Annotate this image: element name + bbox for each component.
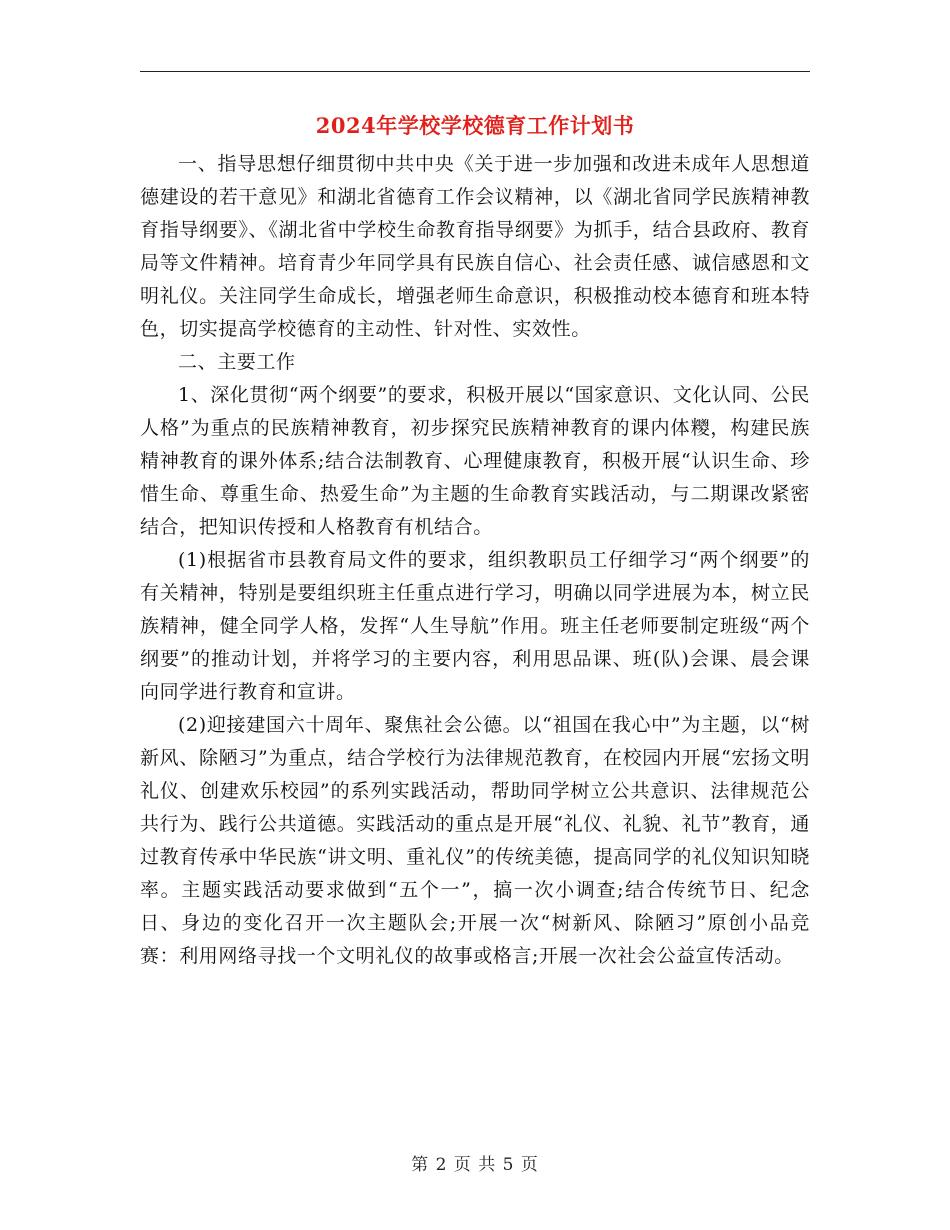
document-body bbox=[140, 148, 810, 973]
section-heading-main-work: 二、主要工作 bbox=[178, 351, 296, 373]
paragraph-subitem-1: (1)根据省市县教育局文件的要求，组织教职员工仔细学习“两个纲要”的有关精神，特别是要组织班主任重点进行学习，明确以同学进展为本，树立民族精神，健全同学人格，发挥“人生导航”作用。班主任老师要制定班级“两个纲要”的推动计划，并将学习的主要内容，利用思品课、班(队)会课、晨会课向同学进行教育和宣讲。 bbox=[140, 549, 810, 703]
document-title: 2024年学校学校德育工作计划书 bbox=[315, 113, 635, 138]
paragraph-guiding-ideology: 一、指导思想仔细贯彻中共中央《关于进一步加强和改进未成年人思想道德建设的若干意见》和湖北省德育工作会议精神，以《湖北省同学民族精神教育指导纲要》、《湖北省中学校生命教育指导纲要》为抓手，结合县政府、教育局等文件精神。培育青少年同学具有民族自信心、社会责任感、诚信感恩和文明礼仪。关注同学生命成长，增强老师生命意识，积极推动校本德育和班本特色，切实提高学校德育的主动性、针对性、实效性。 bbox=[140, 153, 810, 340]
paragraph-item-1: 1、深化贯彻“两个纲要”的要求，积极开展以“国家意识、文化认同、公民人格”为重点的民族精神教育，初步探究民族精神教育的课内体糭，构建民族精神教育的课外体系;结合法制教育、心理健康教育，积极开展“认识生命、珍惜生命、尊重生命、热爱生命”为主题的生命教育实践活动，与二期课改紧密结合，把知识传授和人格教育有机结合。 bbox=[140, 384, 810, 538]
paragraph-subitem-2: (2)迎接建国六十周年、聚焦社会公德。以“祖国在我心中”为主题，以“树新风、除陋习”为重点，结合学校行为法律规范教育，在校园内开展“宏扬文明礼仪、创建欢乐校园”的系列实践活动，帮助同学树立公共意识、法律规范公共行为、践行公共道德。实践活动的重点是开展“礼仪、礼貌、礼节”教育，通过教育传承中华民族“讲文明、重礼仪”的传统美德，提高同学的礼仪知识知晓率。主题实践活动要求做到“五个一”，搞一次小调查;结合传统节日、纪念日、身边的变化召开一次主题队会;开展一次“树新风、除陋习”原创小品竞赛：利用网络寻找一个文明礼仪的故事或格言;开展一次社会公益宣传活动。 bbox=[140, 714, 810, 967]
header-rule bbox=[140, 71, 810, 72]
page-number: 第 2 页 共 5 页 bbox=[411, 1155, 539, 1175]
